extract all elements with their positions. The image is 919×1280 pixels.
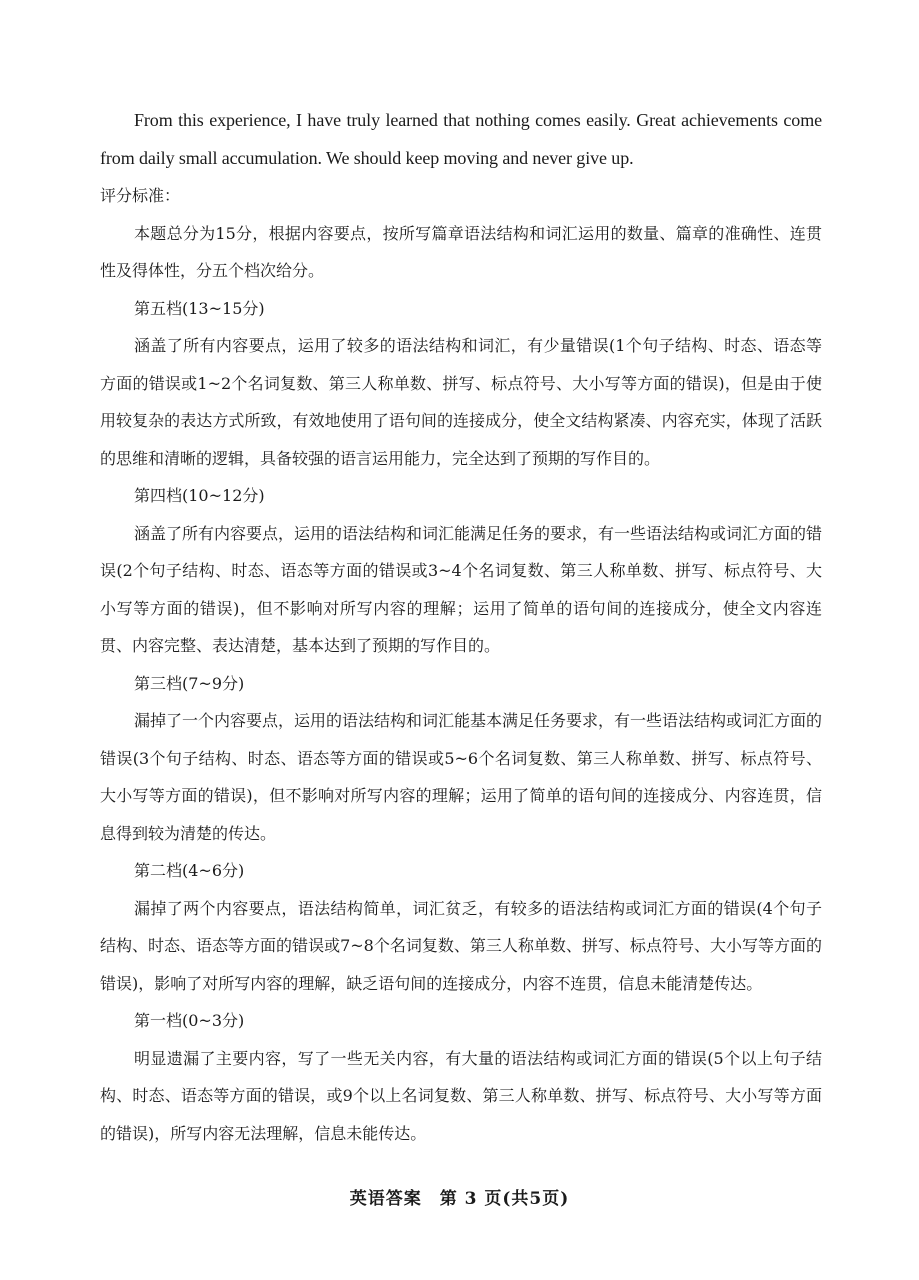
essay-conclusion-paragraph: From this experience, I have truly learned that nothing comes easily. Great achievements come from daily small accumulation. We should keep moving and never give up. [100,110,822,168]
level-2-title: 第二档(4~6分) [134,861,245,880]
level-1-title: 第一档(0~3分) [134,1011,245,1030]
page-footer: 英语答案 第 3 页(共5页) [349,1189,570,1209]
level-5-description: 涵盖了所有内容要点，运用了较多的语法结构和词汇，有少量错误(1个句子结构、时态、语态等方面的错误或1~2个名词复数、第三人称单数、拼写、标点符号、大小写等方面的错误)，但是由于使用较复杂的表达方式所致，有效地使用了语句间的连接成分，使全文结构紧凑、内容充实，体现了活跃的思维和清晰的逻辑，具备较强的语言运用能力，完全达到了预期的写作目的。 [100,336,822,468]
scoring-intro: 本题总分为15分，根据内容要点，按所写篇章语法结构和词汇运用的数量、篇章的准确性、连贯性及得体性，分五个档次给分。 [100,223,822,280]
level-5-title: 第五档(13~15分) [134,298,265,318]
level-1-description: 明显遗漏了主要内容，写了一些无关内容，有大量的语法结构或词汇方面的错误(5个以上句子结构、时态、语态等方面的错误，或9个以上名词复数、第三人称单数、拼写、标点符号、大小写等方面的错误)，所写内容无法理解，信息未能传达。 [100,1048,822,1143]
page-content [100,102,822,1152]
level-3-description: 漏掉了一个内容要点，运用的语法结构和词汇能基本满足任务要求，有一些语法结构或词汇方面的错误(3个句子结构、时态、语态等方面的错误或5~6个名词复数、第三人称单数、拼写、标点符号、大小写等方面的错误)，但不影响对所写内容的理解；运用了简单的语句间的连接成分、内容连贯，信息得到较为清楚的传达。 [100,711,823,843]
level-3-title: 第三档(7~9分) [134,673,245,693]
scoring-heading: 评分标准： [100,186,181,205]
level-4-title: 第四档(10~12分) [134,486,265,505]
level-4-description: 涵盖了所有内容要点，运用的语法结构和词汇能满足任务的要求，有一些语法结构或词汇方面的错误(2个句子结构、时态、语态等方面的错误或3~4个名词复数、第三人称单数、拼写、标点符号、大小写等方面的错误)，但不影响对所写内容的理解；运用了简单的语句间的连接成分，使全文内容连贯、内容完整、表达清楚，基本达到了预期的写作目的。 [100,523,823,655]
level-2-description: 漏掉了两个内容要点，语法结构简单，词汇贫乏，有较多的语法结构或词汇方面的错误(4个句子结构、时态、语态等方面的错误或7~8个名词复数、第三人称单数、拼写、标点符号、大小写等方面的错误)，影响了对所写内容的理解，缺乏语句间的连接成分，内容不连贯，信息未能清楚传达。 [100,898,822,993]
